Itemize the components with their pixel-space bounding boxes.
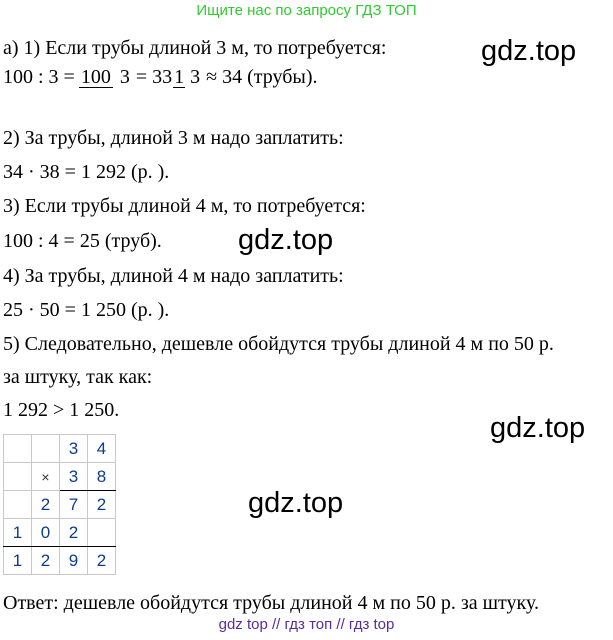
fraction-denominator: 3: [119, 66, 130, 88]
grid-cell: 9: [60, 547, 88, 575]
watermark-2: gdz.top: [238, 224, 334, 256]
grid-cell: [88, 519, 116, 547]
grid-cell: [4, 463, 32, 491]
expr-equals: = 33: [135, 66, 173, 88]
expr-result: ≈ 34 (трубы).: [206, 66, 318, 88]
grid-row: [4, 463, 116, 491]
step-5-text-cont: за штуку, так как:: [3, 366, 153, 388]
grid-cell: 7: [60, 491, 88, 519]
answer-text: Ответ: дешевле обойдутся трубы длиной 4 м по 50 р. за штуку.: [3, 592, 539, 614]
grid-row: [4, 547, 116, 575]
grid-cell: 4: [88, 435, 116, 463]
footer-links: gdz top // гдз топ // гдз top: [218, 616, 395, 633]
grid-cell: 2: [32, 547, 60, 575]
multiplication-grid: [3, 434, 116, 575]
mixed-denominator: 3: [190, 66, 201, 88]
grid-cell: 1: [4, 519, 32, 547]
grid-cell: 2: [60, 519, 88, 547]
watermark-4: gdz.top: [248, 487, 344, 519]
grid-cell: 8: [88, 463, 116, 491]
mixed-numerator: 1: [174, 66, 185, 88]
grid-cell: [4, 435, 32, 463]
step-2-calc: 34 · 38 = 1 292 (р. ).: [3, 161, 170, 183]
grid-cell: 2: [32, 491, 60, 519]
watermark-1: gdz.top: [481, 35, 577, 67]
fraction: [79, 67, 132, 88]
step-1-text: а) 1) Если трубы длиной 3 м, то потребуется:: [3, 37, 387, 59]
search-banner: Ищите нас по запросу ГДЗ ТОП: [196, 2, 417, 19]
grid-row: [4, 491, 116, 519]
grid-cell: 0: [32, 519, 60, 547]
grid-cell: [4, 491, 32, 519]
grid-cell: 2: [88, 491, 116, 519]
watermark-3: gdz.top: [490, 412, 586, 444]
comparison: 1 292 > 1 250.: [3, 399, 120, 421]
division-expression: [3, 66, 318, 89]
step-2-text: 2) За трубы, длиной 3 м надо заплатить:: [3, 127, 344, 149]
grid-row: [4, 519, 116, 547]
expr-left: 100 : 3 =: [3, 66, 75, 88]
fraction-numerator: 100: [80, 66, 111, 88]
step-4-calc: 25 · 50 = 1 250 (р. ).: [3, 299, 170, 321]
grid-cell: 1: [4, 547, 32, 575]
step-4-text: 4) За трубы, длиной 4 м надо заплатить:: [3, 265, 344, 287]
step-3-calc: 100 : 4 = 25 (труб).: [3, 230, 162, 252]
grid-cell: 3: [60, 463, 88, 491]
mixed-fraction: [173, 67, 200, 88]
grid-cell: 3: [60, 435, 88, 463]
grid-row: [4, 435, 116, 463]
step-5-text: 5) Следовательно, дешевле обойдутся трубы длиной 4 м по 50 р.: [3, 333, 554, 355]
grid-cell: 2: [88, 547, 116, 575]
grid-cell: [32, 435, 60, 463]
multiply-sign: ×: [32, 463, 60, 491]
step-3-text: 3) Если трубы длиной 4 м, то потребуется:: [3, 195, 366, 217]
